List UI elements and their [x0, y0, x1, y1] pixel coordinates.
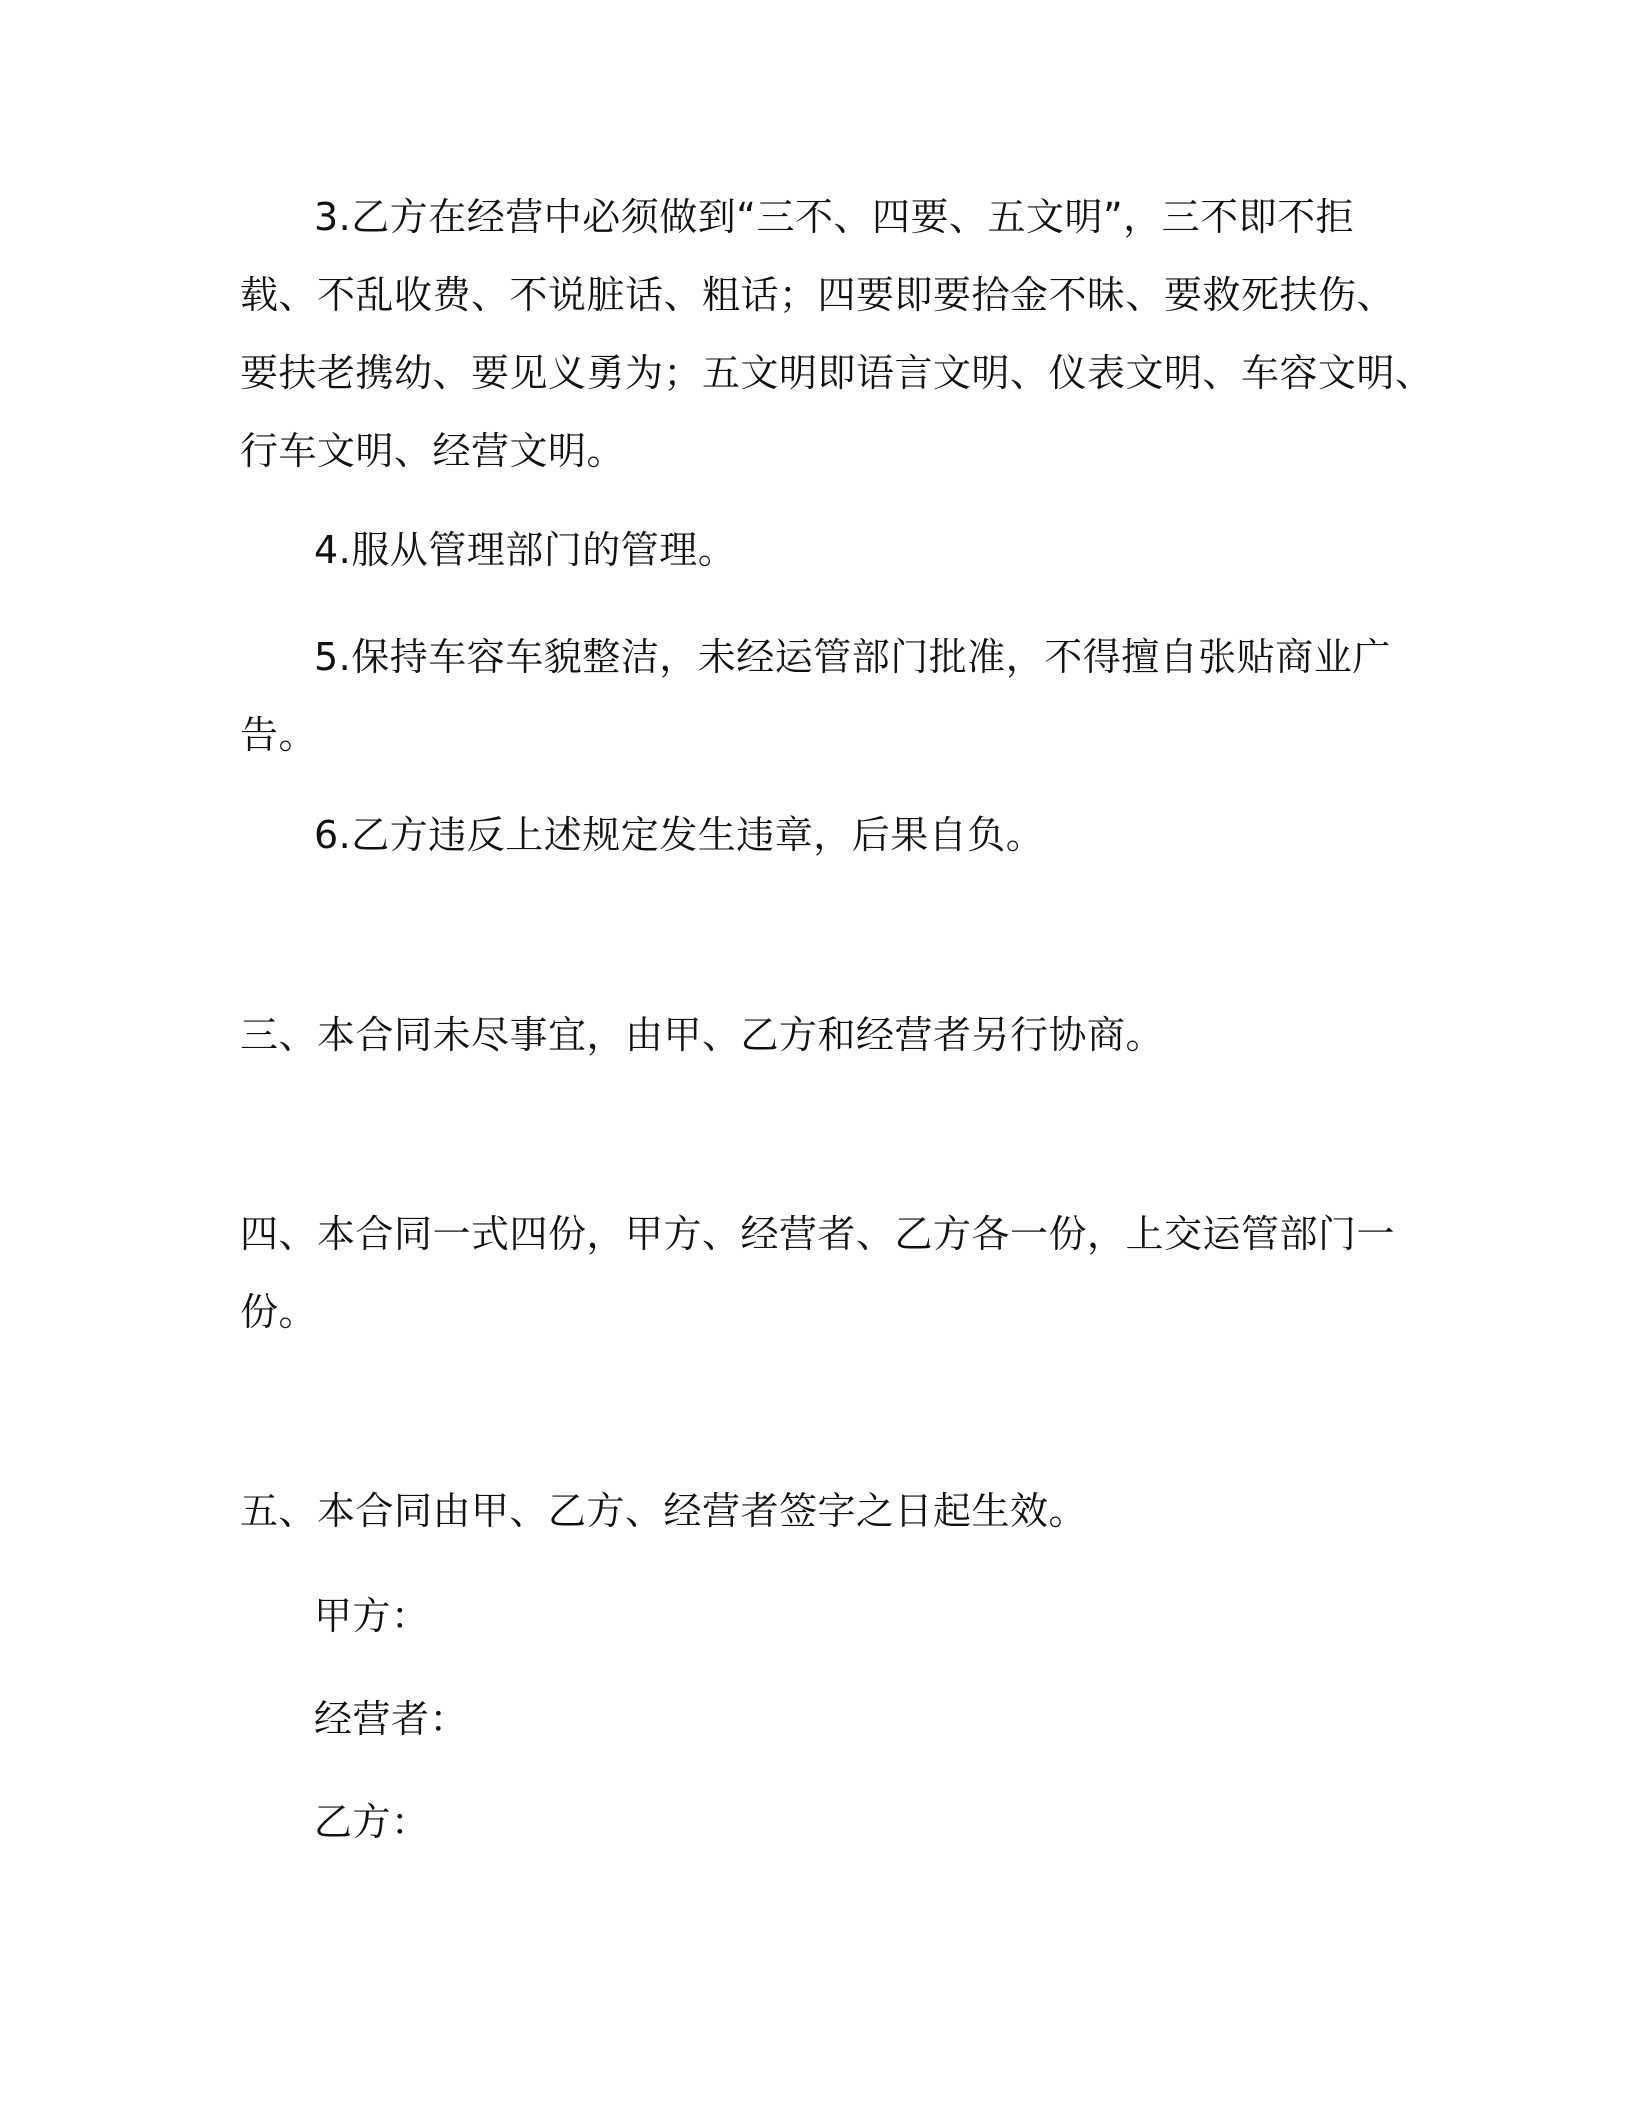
clause-4-line-2: 份。 [240, 1290, 318, 1334]
clause-5: 五、本合同由甲、乙方、经营者签字之日起生效。 [240, 1489, 1088, 1533]
clause-3: 三、本合同未尽事宜，由甲、乙方和经营者另行协商。 [240, 1013, 1165, 1057]
item-3-line-2: 载、不乱收费、不说脏话、粗话；四要即要拾金不昧、要救死扶伤、 [240, 273, 1396, 317]
item-6: 6.乙方违反上述规定发生违章，后果自负。 [314, 813, 1045, 857]
item-3-line-1: 3.乙方在经营中必须做到“三不、四要、五文明”，三不即不拒 [314, 195, 1355, 239]
clause-4-line-1: 四、本合同一式四份，甲方、经营者、乙方各一份，上交运管部门一 [240, 1212, 1396, 1256]
item-4: 4.服从管理部门的管理。 [314, 528, 737, 572]
signature-party-b: 乙方： [314, 1800, 430, 1844]
item-5-line-2: 告。 [240, 713, 318, 757]
signature-operator: 经营者： [314, 1697, 469, 1741]
item-5-line-1: 5.保持车容车貌整洁，未经运管部门批准，不得擅自张贴商业广 [314, 635, 1391, 679]
signature-party-a: 甲方： [314, 1594, 430, 1638]
item-3-line-4: 行车文明、经营文明。 [240, 429, 626, 473]
item-3-line-3: 要扶老携幼、要见义勇为；五文明即语言文明、仪表文明、车容文明、 [240, 351, 1434, 395]
